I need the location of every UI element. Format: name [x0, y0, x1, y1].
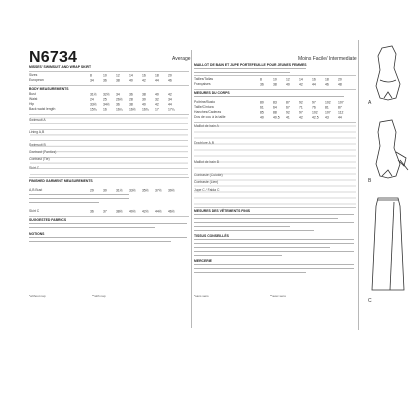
left-size-table — [88, 73, 188, 83]
measurement-cell: 33½ — [90, 102, 97, 107]
measurement-cell: 26½ — [116, 97, 123, 102]
measurement-cell: 87 — [286, 100, 290, 105]
row-label: Hanches/Caderas — [194, 110, 222, 114]
measurement-cell: 42 — [168, 92, 172, 97]
measurement-cell: 34 — [168, 97, 172, 102]
footnote: *without nap — [29, 294, 46, 298]
measurement-cell: 44 — [168, 102, 172, 107]
measurement-cell: 36 — [129, 92, 133, 97]
right-finished-heading: MESURES DES VÊTEMENTS FINIS — [194, 209, 250, 213]
left-title: MISSES' SWIMSUIT AND WRAP SKIRT — [29, 65, 92, 69]
section-label: Jupe C / Falda C — [194, 188, 220, 192]
measurement-cell: 42 — [155, 102, 159, 107]
measurement-cell: 36 — [116, 102, 120, 107]
measurement-cell: 32 — [155, 97, 159, 102]
size-cell: 8 — [260, 77, 262, 82]
size-cell: 36 — [260, 82, 264, 87]
right-fabrics-heading: TISSUS CONSEILLÉS — [194, 234, 229, 238]
size-cell: 12 — [286, 77, 290, 82]
size-cell: 44 — [312, 82, 316, 87]
measurement-cell: 17¼ — [168, 107, 175, 112]
measurement-cell: 71 — [299, 105, 303, 110]
right-body-table — [258, 100, 356, 120]
measurement-cell: 42.5 — [312, 115, 319, 120]
measurement-cell: 37 — [103, 209, 107, 214]
measurement-cell: 16½ — [129, 107, 136, 112]
section-label: Maillot de bain A — [194, 124, 219, 128]
row-label: Taille/Cintura — [194, 105, 214, 109]
section-label: Contraste (Culotte) — [194, 173, 223, 177]
size-cell: 40 — [129, 78, 133, 83]
row-label: Poitrine/Busto — [194, 100, 216, 104]
rule — [29, 216, 189, 217]
measurement-cell: 40 — [260, 115, 264, 120]
measurement-cell: 30 — [142, 97, 146, 102]
measurement-cell: 107 — [325, 110, 331, 115]
size-cell: 16 — [142, 73, 146, 78]
measurement-cell: 112 — [338, 110, 344, 115]
size-cell: 46 — [168, 78, 172, 83]
right-notions-heading: MERCERIE — [194, 259, 212, 263]
measurement-cell: 30 — [103, 188, 107, 193]
measurement-cell: 38½ — [116, 209, 123, 214]
measurement-cell: 34 — [116, 92, 120, 97]
right-finished-text — [194, 214, 354, 234]
section-label: Swimsuit B — [29, 143, 46, 147]
left-body-measurements-heading: BODY MEASUREMENTS — [29, 87, 69, 91]
size-cell: 18 — [155, 73, 159, 78]
rule — [194, 207, 356, 208]
view-b-drawing — [376, 120, 400, 178]
size-cell: 42 — [142, 78, 146, 83]
size-cell: 12 — [116, 73, 120, 78]
left-notions-heading: NOTIONS — [29, 232, 45, 236]
left-yardage-table — [30, 112, 190, 182]
view-a-label: A — [368, 100, 372, 106]
measurement-cell: 107 — [338, 100, 344, 105]
size-cell: 48 — [338, 82, 342, 87]
left-body-table — [88, 92, 188, 112]
size-cell: 18 — [325, 77, 329, 82]
section-label: Contrast (Panties) — [29, 150, 57, 154]
size-cell: 10 — [273, 77, 277, 82]
size-cell: 14 — [129, 73, 133, 78]
size-cell: 34 — [90, 78, 94, 83]
measurement-cell: 15¾ — [90, 107, 97, 112]
measurement-cell: 102 — [325, 100, 331, 105]
measurement-cell: 33½ — [129, 188, 136, 193]
finished-notes — [29, 194, 129, 206]
measurement-cell: 67 — [286, 105, 290, 110]
right-title: MAILLOT DE BAIN ET JUPE PORTEFEUILLE POUR JEUNES FEMMES — [194, 63, 307, 67]
fabrics-text — [29, 223, 187, 231]
row-label: Back waist length — [29, 107, 56, 111]
measurement-cell: 97 — [299, 110, 303, 115]
measurement-cell: 87 — [338, 105, 342, 110]
measurement-cell: 40.5 — [273, 115, 280, 120]
size-cell: 20 — [338, 77, 342, 82]
right-sizes-label: Tailles/Tallas — [194, 77, 214, 81]
illustration-divider — [358, 40, 359, 330]
difficulty-level-en: Average — [172, 56, 191, 62]
measurement-cell: 85 — [260, 110, 264, 115]
measurement-cell: 25 — [103, 97, 107, 102]
measurement-cell: 92 — [286, 110, 290, 115]
measurement-cell: 76 — [312, 105, 316, 110]
size-cell: 16 — [312, 77, 316, 82]
footnote: *sans sens — [194, 294, 209, 298]
measurement-cell: 16 — [103, 107, 107, 112]
size-cell: 36 — [103, 78, 107, 83]
notions-text — [29, 237, 187, 245]
size-cell: 14 — [299, 77, 303, 82]
measurement-cell: 24 — [90, 97, 94, 102]
view-c-drawing — [372, 198, 404, 290]
size-cell: 44 — [155, 78, 159, 83]
size-cell: 8 — [90, 73, 92, 78]
size-cell: 42 — [299, 82, 303, 87]
measurement-cell: 44 — [338, 115, 342, 120]
measurement-cell: 29 — [90, 188, 94, 193]
row-label: Waist — [29, 97, 38, 101]
measurement-cell: 39½ — [168, 188, 175, 193]
measurement-cell: 40 — [155, 92, 159, 97]
measurement-cell: 46½ — [168, 209, 175, 214]
left-finished-heading: FINISHED GARMENT MEASUREMENTS — [29, 179, 93, 183]
measurement-cell: 16¼ — [116, 107, 123, 112]
section-label: Contrast (Tie) — [29, 157, 50, 161]
measurement-cell: 38 — [142, 92, 146, 97]
right-body-measurements-heading: MESURES DU CORPS — [194, 91, 230, 95]
measurement-cell: 32½ — [103, 92, 110, 97]
section-label: Lining A,B — [29, 130, 45, 134]
right-yardage-table — [194, 120, 358, 210]
technical-drawings — [360, 40, 414, 330]
rule — [194, 75, 356, 76]
measurement-cell: 92 — [299, 100, 303, 105]
right-notions-text — [194, 264, 354, 276]
footnote: **avec sens — [270, 294, 286, 298]
size-cell: 10 — [103, 73, 107, 78]
difficulty-level-es: Moins Facile/ Intermediate — [298, 56, 357, 62]
pattern-number: N6734 — [29, 49, 78, 66]
right-french-label: Françaises — [194, 82, 211, 86]
measurement-cell: 61 — [260, 105, 264, 110]
view-c-label: C — [368, 298, 372, 304]
measurement-cell: 44½ — [155, 209, 162, 214]
rule — [29, 85, 189, 86]
measurement-cell: 102 — [312, 110, 318, 115]
measurement-cell: 34½ — [103, 102, 110, 107]
measurement-cell: 43 — [325, 115, 329, 120]
section-label: Swimsuit A — [29, 118, 46, 122]
measurement-cell: 40 — [142, 102, 146, 107]
measurement-cell: 37½ — [155, 188, 162, 193]
footnote: **with nap — [92, 294, 106, 298]
row-label: Skirt C — [29, 209, 40, 213]
measurement-cell: 16¾ — [142, 107, 149, 112]
measurement-cell: 83 — [273, 100, 277, 105]
section-label: Maillot de bain B — [194, 160, 220, 164]
measurement-cell: 31½ — [90, 92, 97, 97]
measurement-cell: 97 — [312, 100, 316, 105]
left-fabrics-heading: SUGGESTED FABRICS — [29, 218, 67, 222]
size-cell: 38 — [273, 82, 277, 87]
section-label: Contraste (Lien) — [194, 180, 219, 184]
rule — [29, 71, 189, 72]
measurement-cell: 17 — [155, 107, 159, 112]
size-cell: 20 — [168, 73, 172, 78]
measurement-cell: 31½ — [116, 188, 123, 193]
view-b-label: B — [368, 178, 372, 184]
row-label: A,B Bust — [29, 188, 43, 192]
section-label: Skirt C — [29, 166, 40, 170]
measurement-cell: 80 — [260, 100, 264, 105]
measurement-cell: 42 — [299, 115, 303, 120]
measurement-cell: 28 — [129, 97, 133, 102]
size-cell: 38 — [116, 78, 120, 83]
measurement-cell: 35½ — [142, 188, 149, 193]
measurement-cell: 81 — [325, 105, 329, 110]
measurement-cell: 40½ — [129, 209, 136, 214]
right-size-table — [258, 77, 356, 87]
column-divider — [191, 50, 192, 328]
section-label: Doublure A,B — [194, 141, 214, 145]
row-label: Bust — [29, 92, 36, 96]
left-european-label: European — [29, 78, 44, 82]
rule — [29, 177, 189, 178]
measurement-cell: 88 — [273, 110, 277, 115]
measurement-cell: 38 — [129, 102, 133, 107]
size-cell: 46 — [325, 82, 329, 87]
rule — [194, 89, 356, 90]
measurement-cell: 64 — [273, 105, 277, 110]
size-cell: 40 — [286, 82, 290, 87]
right-fabrics-text — [194, 239, 354, 259]
measurement-cell: 41 — [286, 115, 290, 120]
measurement-cell: 42½ — [142, 209, 149, 214]
row-label: Dos de cou à la taille — [194, 115, 226, 119]
left-sizes-label: Sizes — [29, 73, 38, 77]
measurement-cell: 36 — [90, 209, 94, 214]
row-label: Hip — [29, 102, 35, 106]
